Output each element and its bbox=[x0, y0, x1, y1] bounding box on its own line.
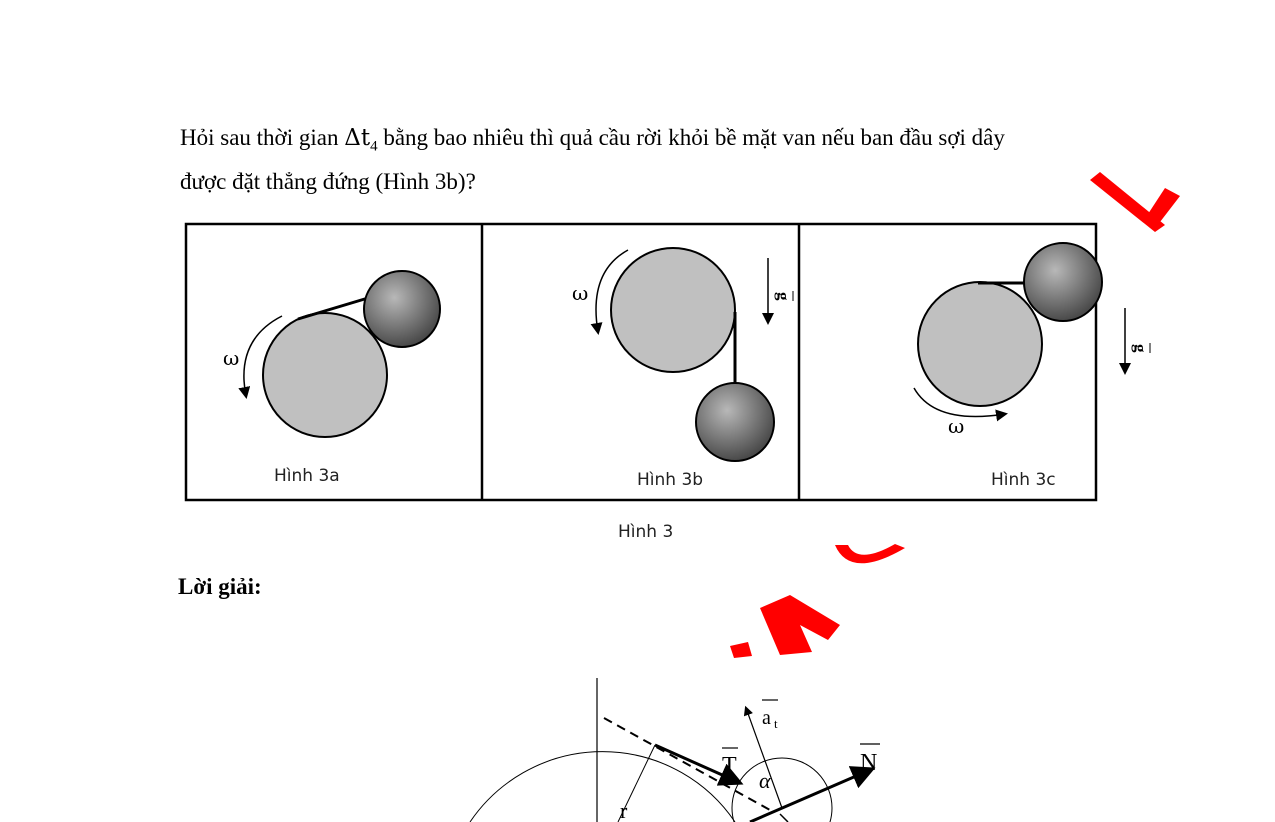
gravity-label-3b bbox=[774, 291, 793, 301]
gravity-label-3c bbox=[1131, 343, 1150, 353]
panel-3c bbox=[914, 243, 1125, 417]
omega-label-3c: ω bbox=[948, 414, 965, 438]
panel-3b bbox=[596, 248, 774, 461]
small-ball-circle bbox=[732, 758, 832, 822]
omega-label-3a: ω bbox=[223, 346, 240, 370]
omega-label-3b: ω bbox=[572, 281, 589, 305]
accel-label: a bbox=[762, 707, 771, 729]
g-text-3c: g bbox=[1131, 344, 1150, 353]
figure-caption: Hình 3 bbox=[618, 522, 674, 542]
delta-t-symbol: Δt bbox=[344, 125, 371, 151]
ball-3c bbox=[1024, 243, 1102, 321]
caption-3a: Hình 3a bbox=[274, 466, 340, 486]
question-text-end: bằng bao nhiêu thì quả cầu rời khỏi bề mặt van nếu ban đầu sợi dây bbox=[383, 125, 1005, 150]
tension-label: T bbox=[722, 753, 737, 779]
angle-tick bbox=[780, 814, 788, 822]
panel-3a bbox=[244, 271, 440, 437]
question-text-start: Hỏi sau thời gian bbox=[180, 125, 345, 150]
question-line-2: được đặt thẳng đứng (Hình 3b)? bbox=[180, 169, 476, 194]
disk-3a bbox=[263, 313, 387, 437]
normal-label: N bbox=[860, 750, 878, 776]
solution-diagram bbox=[470, 678, 870, 822]
solution-heading: Lời giải: bbox=[178, 574, 262, 599]
alpha-label: α bbox=[759, 768, 771, 793]
disk-3b bbox=[611, 248, 735, 372]
caption-3c: Hình 3c bbox=[991, 470, 1056, 490]
caption-3b: Hình 3b bbox=[637, 470, 704, 490]
g-text-3b: g bbox=[774, 292, 793, 301]
ball-3b bbox=[696, 383, 774, 461]
radius-label: r bbox=[620, 798, 628, 822]
delta-t-subscript: 4 bbox=[370, 138, 378, 155]
ball-3a bbox=[364, 271, 440, 347]
tangent-dashed-line bbox=[604, 718, 770, 810]
disk-3c bbox=[918, 282, 1042, 406]
accel-subscript: t bbox=[774, 716, 778, 731]
